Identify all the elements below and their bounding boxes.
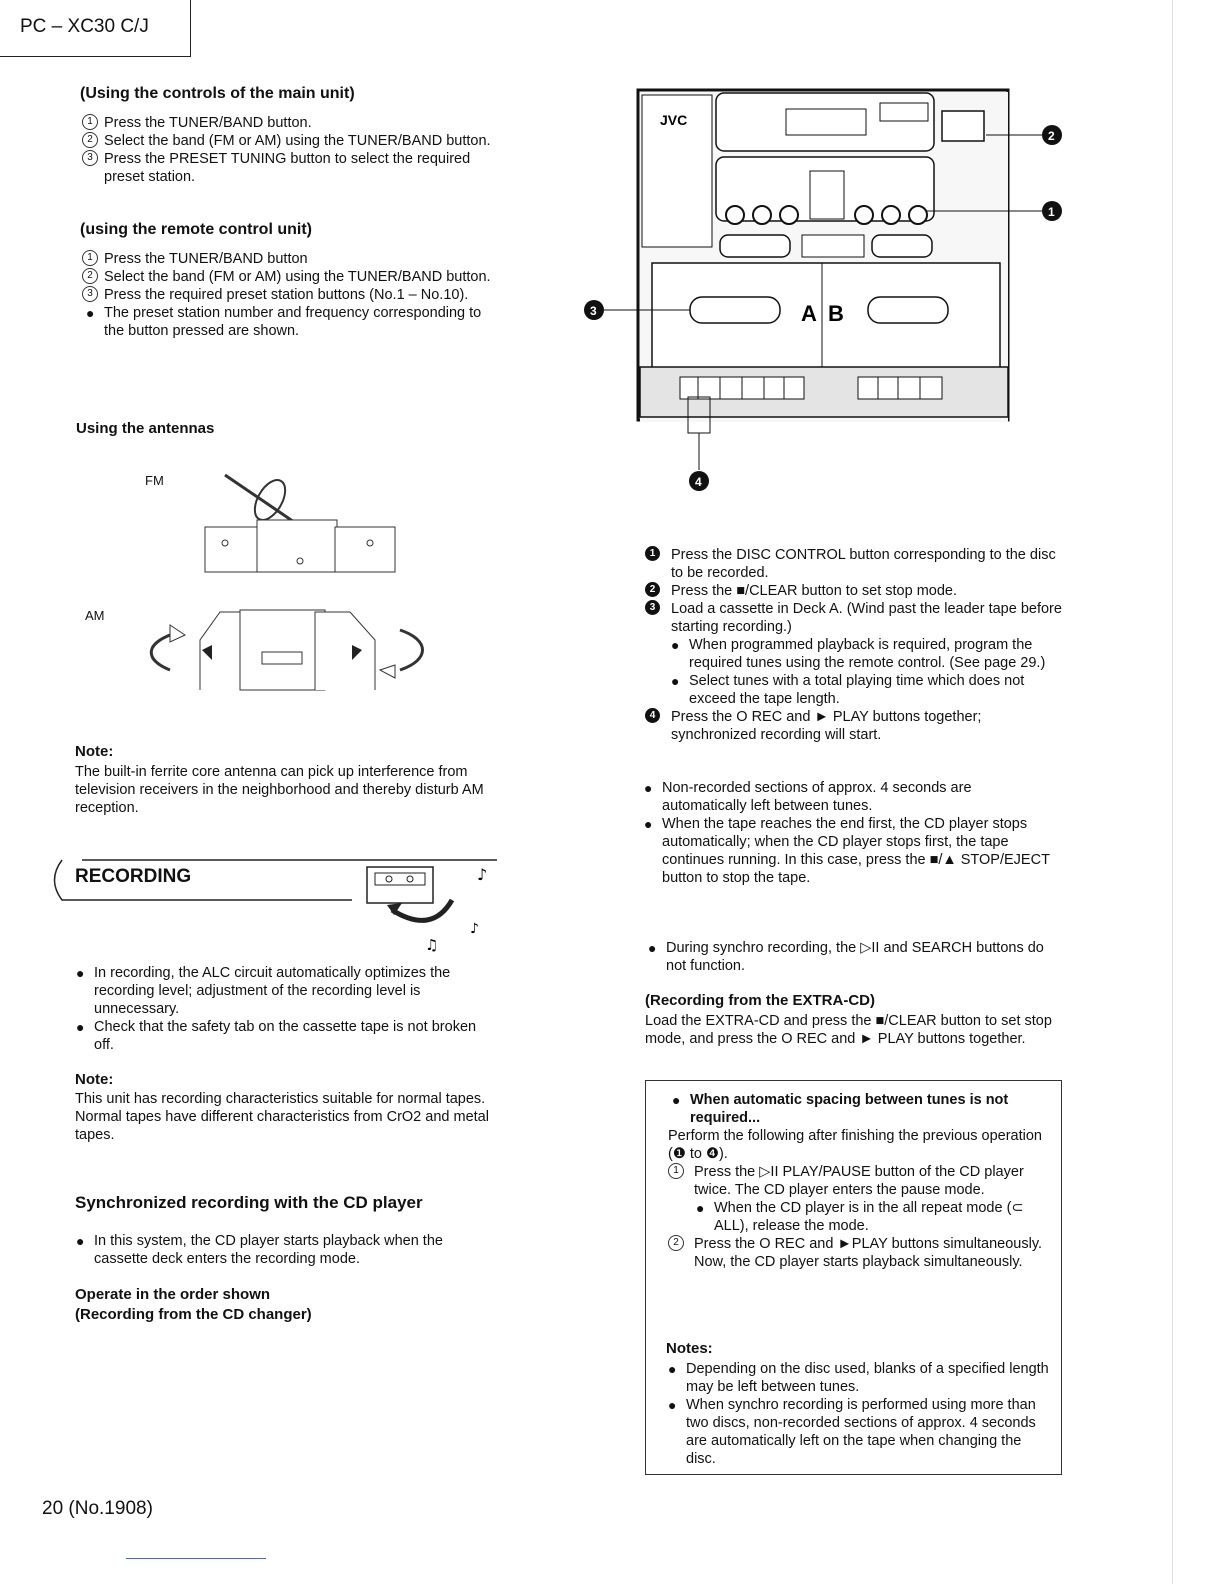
remote-steps bbox=[82, 250, 497, 340]
right-step-1: 1 Press the DISC CONTROL button corresponding to the disc to be recorded. bbox=[645, 546, 1065, 582]
main-step-3: 3 Press the PRESET TUNING button to select the required preset station. bbox=[82, 150, 497, 186]
remote-title: (using the remote control unit) bbox=[80, 221, 312, 238]
sync-bullet: ● In this system, the CD player starts playback when the cassette deck enters the recording mode. bbox=[76, 1233, 443, 1267]
callout-3: 3 bbox=[590, 304, 597, 318]
svg-text:♪: ♪ bbox=[477, 865, 488, 884]
svg-text:♫: ♫ bbox=[425, 936, 439, 954]
box-note-2: ● When synchro recording is performed using more than two discs, non-recorded sections of approx. 4 seconds are automatically left on the tape when changing the disc. bbox=[668, 1397, 1036, 1467]
order-title: Operate in the order shown bbox=[75, 1286, 271, 1303]
remote-step-3: 3 Press the required preset station buttons (No.1 – No.10). bbox=[82, 286, 497, 304]
box-step-1: 1 Press the ▷II PLAY/PAUSE button of the CD player twice. The CD player enters the pause mode. bbox=[668, 1163, 1048, 1199]
box-step-2: 2 Press the O REC and ►PLAY buttons simultaneously. bbox=[668, 1235, 1048, 1253]
remote-bullet: ● The preset station number and frequency corresponding to the button pressed are shown. bbox=[86, 305, 482, 339]
right-step-3: 3 Load a cassette in Deck A. (Wind past the leader tape before starting recording.) bbox=[645, 600, 1065, 636]
main-unit-steps bbox=[82, 114, 497, 186]
box-heading: ● When automatic spacing between tunes is not required... bbox=[672, 1092, 1009, 1126]
footer-line bbox=[126, 1558, 266, 1559]
fm-antenna-figure bbox=[195, 465, 405, 575]
am-label: AM bbox=[85, 608, 105, 623]
deck-b-label: B bbox=[828, 301, 844, 326]
right-bullet-2: ● When the tape reaches the end first, the CD player stops automatically; when the CD player stops first, the tape continues running. In this case, press the ■/▲ STOP/EJECT button to stop the tape. bbox=[644, 816, 1050, 886]
box-intro: Perform the following after finishing the previous operation (❶ to ❹). bbox=[668, 1128, 1042, 1162]
box-step2-cont: Now, the CD player starts playback simultaneously. bbox=[694, 1254, 1023, 1270]
extra-cd-title: (Recording from the EXTRA-CD) bbox=[645, 992, 875, 1009]
sync-bullets bbox=[72, 1232, 492, 1268]
callout-2: 2 bbox=[1048, 129, 1055, 143]
synchro-bullet: ● During synchro recording, the ▷II and SEARCH buttons do not function. bbox=[648, 940, 1044, 974]
changer-title: (Recording from the CD changer) bbox=[75, 1306, 312, 1323]
deck-a-label: A bbox=[801, 301, 817, 326]
box-notes bbox=[664, 1360, 1049, 1468]
box-step1-bullet: ● When the CD player is in the all repeat mode (⊂ ALL), release the mode. bbox=[696, 1200, 1024, 1234]
page-edge-rule bbox=[1172, 0, 1173, 1584]
box-notes-title: Notes: bbox=[666, 1340, 713, 1357]
sync-title: Synchronized recording with the CD player bbox=[75, 1193, 423, 1212]
antennas-title: Using the antennas bbox=[76, 420, 215, 437]
main-step-1: 1 Press the TUNER/BAND button. bbox=[82, 114, 497, 132]
extra-cd-text: Load the EXTRA-CD and press the ■/CLEAR button to set stop mode, and press the O REC and ► PLAY buttons together. bbox=[645, 1013, 1052, 1047]
note1-title: Note: bbox=[75, 743, 114, 760]
am-antenna-figure bbox=[140, 600, 440, 700]
stereo-unit-figure bbox=[580, 85, 1080, 500]
callout-1: 1 bbox=[1048, 205, 1055, 219]
jvc-logo: JVC bbox=[660, 112, 688, 128]
right-bullets bbox=[640, 779, 1060, 887]
note2-title: Note: bbox=[75, 1071, 114, 1088]
remote-step-1: 1 Press the TUNER/BAND button bbox=[82, 250, 497, 268]
box-note-1: ● Depending on the disc used, blanks of a specified length may be left between tunes. bbox=[668, 1361, 1049, 1395]
right-step-4: 4 Press the O REC and ► PLAY buttons together; synchronized recording will start. bbox=[645, 708, 1065, 744]
right-bullet-1: ● Non-recorded sections of approx. 4 seconds are automatically left between tunes. bbox=[644, 780, 972, 814]
recording-title: RECORDING bbox=[75, 866, 192, 887]
remote-step-2: 2 Select the band (FM or AM) using the TUNER/BAND button. bbox=[82, 268, 497, 286]
callout-4: 4 bbox=[695, 475, 702, 489]
right-step3-bullet-2: ● Select tunes with a total playing time which does not exceed the tape length. bbox=[671, 673, 1025, 707]
model-title: PC – XC30 C/J bbox=[20, 16, 149, 37]
main-step-2: 2 Select the band (FM or AM) using the TUNER/BAND button. bbox=[82, 132, 497, 150]
fm-label: FM bbox=[145, 473, 164, 488]
page-number: 20 (No.1908) bbox=[42, 1498, 153, 1519]
right-steps bbox=[645, 546, 1065, 744]
recording-bullet-1: ● In recording, the ALC circuit automatically optimizes the recording level; adjustment of the recording level is unnecessary. bbox=[76, 965, 451, 1017]
main-unit-title: (Using the controls of the main unit) bbox=[80, 85, 355, 102]
recording-bullet-2: ● Check that the safety tab on the cassette tape is not broken off. bbox=[76, 1019, 477, 1053]
box-steps bbox=[668, 1163, 1048, 1271]
svg-text:♪: ♪ bbox=[470, 921, 479, 937]
note2-text: This unit has recording characteristics suitable for normal tapes. Normal tapes have different characteristics from CrO2 and metal tapes. bbox=[75, 1091, 489, 1143]
right-step3-bullet-1: ● When programmed playback is required, program the required tunes using the remote control. (See page 29.) bbox=[671, 637, 1046, 671]
recording-bullets bbox=[72, 964, 492, 1054]
right-step-2: 2 Press the ■/CLEAR button to set stop mode. bbox=[645, 582, 1065, 600]
note1-text: The built-in ferrite core antenna can pick up interference from television receivers in the neighborhood and thereby disturb AM reception. bbox=[75, 764, 484, 816]
